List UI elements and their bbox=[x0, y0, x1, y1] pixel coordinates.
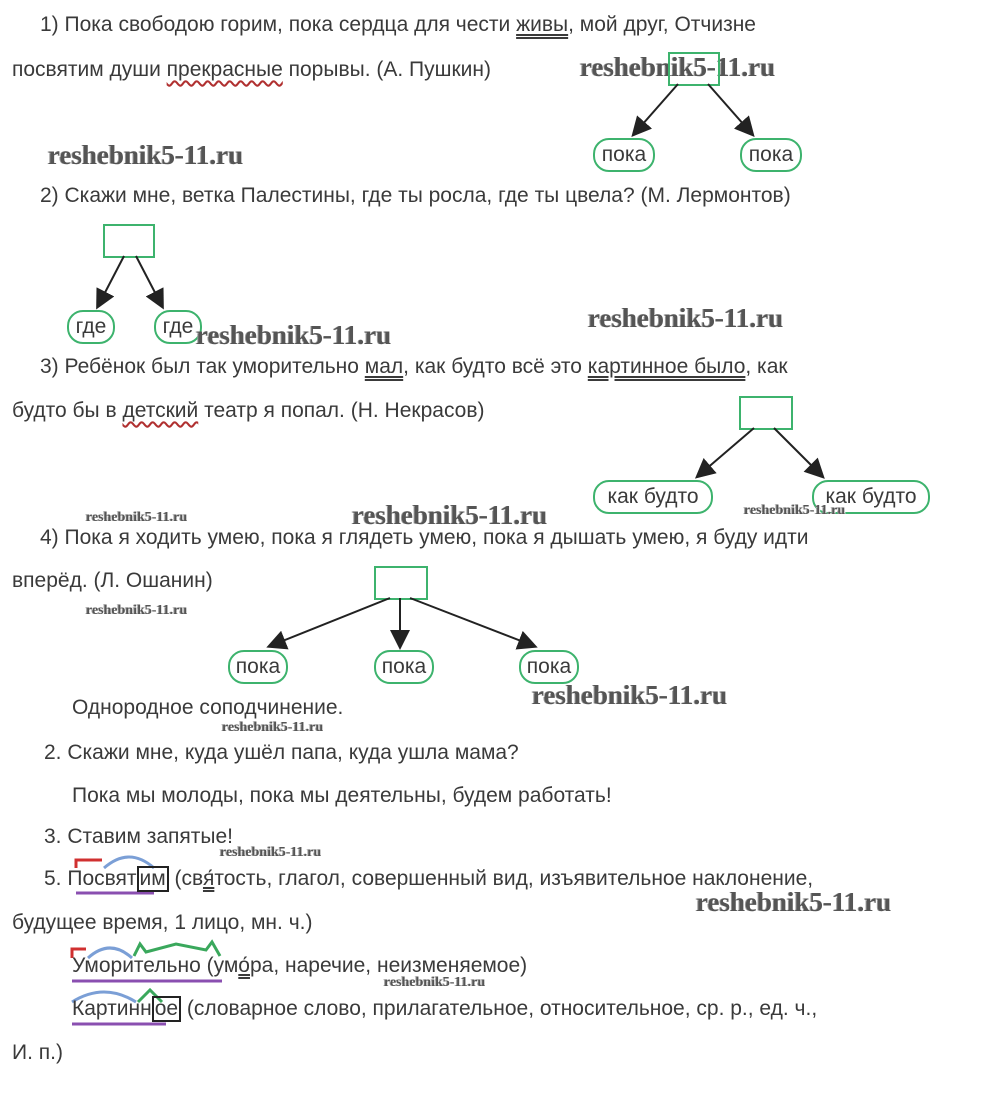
watermark: reshebnik5-11.ru bbox=[384, 975, 486, 990]
watermark: reshebnik5-11.ru bbox=[48, 140, 244, 170]
task-3-line: 3. Ставим запятые! bbox=[44, 825, 234, 848]
watermark: reshebnik5-11.ru bbox=[696, 887, 892, 917]
text-segment: 1) Пока свободою горим, пока сердца для чести bbox=[40, 13, 517, 36]
word-umoritelno: Уморительно bbox=[72, 954, 201, 977]
word-posvyatim-ending: им bbox=[137, 866, 169, 892]
predicate-mal: мал bbox=[364, 355, 404, 378]
attribute-detskiy: детский bbox=[122, 399, 199, 422]
arrow bbox=[136, 256, 162, 306]
diagram-2-node-2: где bbox=[154, 310, 202, 344]
text-segment: (св bbox=[168, 867, 203, 890]
diagram-1-node-1: пока bbox=[593, 138, 655, 172]
task-2-line-2: Пока мы молоды, пока мы деятельны, будем работать! bbox=[72, 784, 612, 807]
text-segment: , мой друг, Отчизне bbox=[568, 13, 756, 36]
watermark: reshebnik5-11.ru bbox=[744, 503, 846, 518]
arrow bbox=[98, 256, 124, 306]
text-segment: 3) Ребёнок был так уморительно bbox=[40, 355, 365, 378]
diagram-4-node-2: пока bbox=[374, 650, 434, 684]
verification-vowel: о́ bbox=[238, 954, 250, 977]
text-segment: (словарное слово, прилагательное, относительное, ср. р., ед. ч., bbox=[181, 997, 818, 1020]
task-2-line-1: 2. Скажи мне, куда ушёл папа, куда ушла мама? bbox=[44, 741, 519, 764]
text-segment: будто бы в bbox=[12, 399, 123, 422]
watermark: reshebnik5-11.ru bbox=[86, 603, 188, 618]
predicate-zhivy: живы bbox=[516, 13, 569, 36]
arrow bbox=[270, 598, 390, 646]
arrow bbox=[774, 428, 822, 476]
diagram-4-node-3: пока bbox=[519, 650, 579, 684]
watermark: reshebnik5-11.ru bbox=[352, 500, 548, 530]
watermark: reshebnik5-11.ru bbox=[222, 720, 324, 735]
text-segment: театр я попал. (Н. Некрасов) bbox=[198, 399, 485, 422]
sentence-4-line-1: 4) Пока я ходить умею, пока я глядеть умею, пока я дышать умею, я буду идти bbox=[40, 526, 809, 549]
text-segment: ра, наречие, неизменяемое) bbox=[249, 954, 528, 977]
word-kartinnoe-stem: Картинн bbox=[72, 997, 152, 1020]
sentence-4-line-2: вперёд. (Л. Ошанин) bbox=[12, 569, 213, 592]
arrow bbox=[708, 84, 752, 134]
diagram-1-node-2: пока bbox=[740, 138, 802, 172]
watermark: reshebnik5-11.ru bbox=[580, 52, 776, 82]
watermark: reshebnik5-11.ru bbox=[220, 845, 322, 860]
diagram-2-node-1: где bbox=[67, 310, 115, 344]
verification-vowel: я́ bbox=[202, 867, 215, 890]
task-5-line-2: будущее время, 1 лицо, мн. ч.) bbox=[12, 911, 313, 934]
text-segment: (ум bbox=[200, 954, 239, 977]
diagram-3-node-2: как будто bbox=[812, 480, 930, 514]
task-5-line-4 bbox=[72, 996, 817, 1022]
task-number: 5. bbox=[44, 867, 68, 890]
arrow bbox=[634, 84, 678, 134]
diagram-3-node-1: как будто bbox=[593, 480, 713, 514]
text-segment: порывы. (А. Пушкин) bbox=[282, 58, 491, 81]
text-segment: , как bbox=[745, 355, 788, 378]
text-segment: посвятим души bbox=[12, 58, 167, 81]
sentence-2-line-1: 2) Скажи мне, ветка Палестины, где ты росла, где ты цвела? (М. Лермонтов) bbox=[40, 184, 791, 207]
text-segment: , как будто всё это bbox=[403, 355, 588, 378]
task-5-line-5: И. п.) bbox=[12, 1041, 63, 1064]
watermark: reshebnik5-11.ru bbox=[588, 303, 784, 333]
diagram-4-node-1: пока bbox=[228, 650, 288, 684]
word-posvyatim-stem: Посвят bbox=[67, 867, 137, 890]
text-segment: тость, глагол, совершенный вид, изъявительное наклонение, bbox=[214, 867, 814, 890]
word-kartinnoe-ending: ое bbox=[152, 996, 181, 1022]
attribute-prekrasnye: прекрасные bbox=[166, 58, 283, 81]
homogeneous-note: Однородное соподчинение. bbox=[72, 696, 344, 719]
arrow bbox=[410, 598, 534, 646]
watermark: reshebnik5-11.ru bbox=[532, 680, 728, 710]
predicate-kartinnoe-bylo: картинное было bbox=[587, 355, 746, 378]
watermark: reshebnik5-11.ru bbox=[86, 510, 188, 525]
watermark: reshebnik5-11.ru bbox=[196, 320, 392, 350]
arrow bbox=[698, 428, 754, 476]
